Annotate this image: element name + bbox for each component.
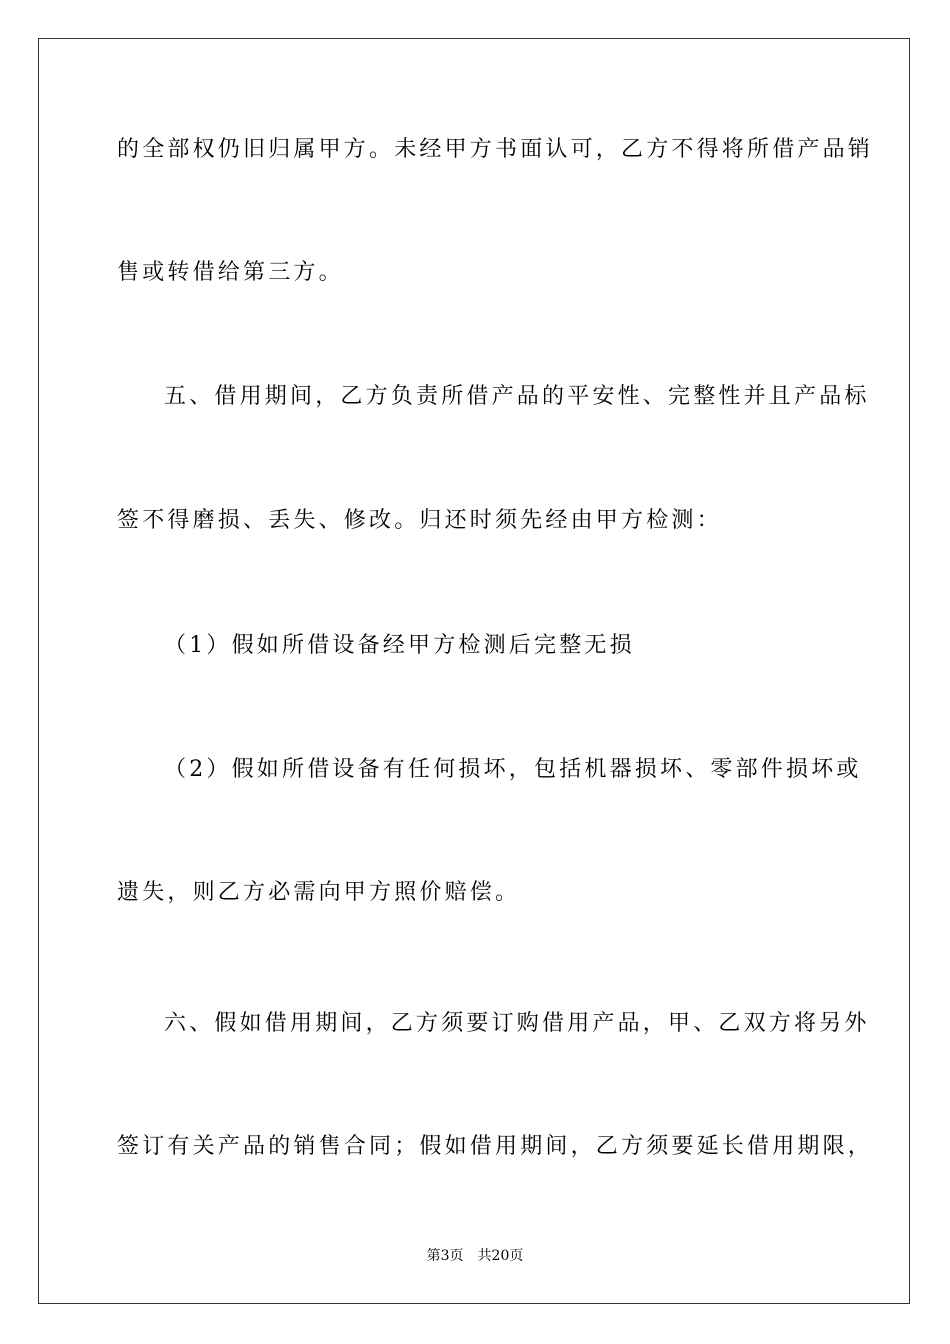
body-text-line: 的全部权仍旧归属甲方。未经甲方书面认可，乙方不得将所借产品销 bbox=[117, 137, 874, 162]
clause-six-paragraph: 六、假如借用期间，乙方须要订购借用产品，甲、乙双方将另外 bbox=[164, 1011, 870, 1036]
body-text-line: 售或转借给第三方。 bbox=[117, 260, 344, 285]
body-text-line: 签订有关产品的销售合同；假如借用期间，乙方须要延长借用期限， bbox=[117, 1134, 874, 1159]
page-border bbox=[38, 38, 910, 1304]
page-footer bbox=[0, 1247, 950, 1265]
sub-item-2: （2）假如所借设备有任何损坏，包括机器损坏、零部件损坏或 bbox=[164, 757, 862, 782]
total-pages: 共20页 bbox=[477, 1248, 524, 1264]
body-text-line: 签不得磨损、丢失、修改。归还时须先经由甲方检测： bbox=[117, 508, 722, 533]
body-text-line: 遗失，则乙方必需向甲方照价赔偿。 bbox=[117, 880, 521, 905]
clause-five-paragraph: 五、借用期间，乙方负责所借产品的平安性、完整性并且产品标 bbox=[164, 384, 870, 409]
page-number: 第3页 bbox=[426, 1248, 464, 1264]
sub-item-1: （1）假如所借设备经甲方检测后完整无损 bbox=[164, 633, 635, 658]
